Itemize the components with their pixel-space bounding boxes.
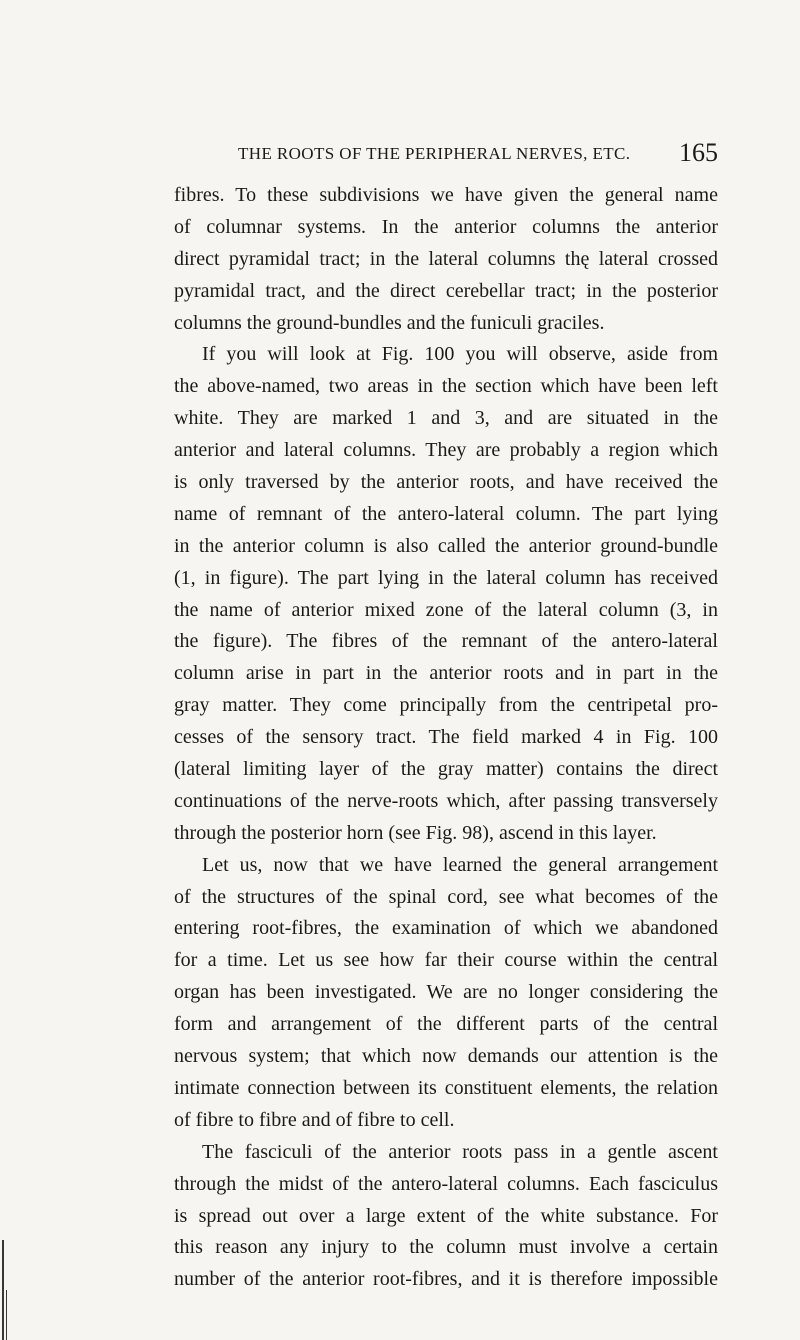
text-line: through the posterior horn (see Fig. 98), ascend in this layer.	[174, 821, 657, 844]
text-line: anterior and lateral columns. They are probably a region which	[174, 439, 718, 462]
text-line: is spread out over a large extent of the white substance. For	[174, 1204, 718, 1227]
text-line: pyramidal tract, and the direct cerebellar tract; in the posterior	[174, 279, 718, 302]
running-head	[238, 138, 718, 170]
text-line: nervous system; that which now demands our attention is the	[174, 1045, 718, 1068]
text-line: cesses of the sensory tract. The field marked 4 in Fig. 100	[174, 726, 718, 749]
text-line: organ has been investigated. We are no longer considering the	[174, 981, 718, 1004]
text-line: in the anterior column is also called the anterior ground-bundle	[174, 534, 718, 557]
text-line: continuations of the nerve-roots which, after passing transversely	[174, 789, 718, 812]
text-line: the figure). The fibres of the remnant of the antero-lateral	[174, 630, 718, 653]
text-line: the above-named, two areas in the section which have been left	[174, 375, 718, 398]
text-line: the name of anterior mixed zone of the lateral column (3, in	[174, 598, 718, 621]
page-edge-shadow	[6, 1290, 7, 1340]
text-line: columns the ground-bundles and the funiculi graciles.	[174, 311, 605, 334]
text-line: of columnar systems. In the anterior columns the anterior	[174, 215, 718, 238]
body-text	[174, 180, 718, 1296]
text-line: If you will look at Fig. 100 you will observe, aside from	[202, 343, 718, 366]
text-line: entering root-fibres, the examination of which we abandoned	[174, 917, 718, 940]
text-line: The fasciculi of the anterior roots pass in a gentle ascent	[202, 1140, 718, 1163]
text-line: (lateral limiting layer of the gray matter) contains the direct	[174, 758, 718, 781]
text-line: through the midst of the antero-lateral columns. Each fasciculus	[174, 1172, 718, 1195]
text-line: for a time. Let us see how far their course within the central	[174, 949, 718, 972]
running-title: THE ROOTS OF THE PERIPHERAL NERVES, ETC.	[238, 144, 631, 163]
text-line: white. They are marked 1 and 3, and are situated in the	[174, 407, 718, 430]
text-line: column arise in part in the anterior roots and in part in the	[174, 662, 718, 685]
text-line: gray matter. They come principally from the centripetal pro-	[174, 694, 718, 717]
text-line: intimate connection between its constituent elements, the relation	[174, 1076, 718, 1099]
text-line: (1, in figure). The part lying in the lateral column has received	[174, 566, 718, 589]
text-line: of fibre to fibre and of fibre to cell.	[174, 1108, 455, 1131]
text-line: direct pyramidal tract; in the lateral columns thę lateral crossed	[174, 247, 718, 270]
text-line: Let us, now that we have learned the general arrangement	[202, 853, 718, 876]
text-line: is only traversed by the anterior roots, and have received the	[174, 471, 718, 494]
page-number: 165	[679, 138, 718, 167]
text-line: form and arrangement of the different parts of the central	[174, 1013, 718, 1036]
text-line: fibres. To these subdivisions we have given the general name	[174, 184, 718, 206]
text-line: number of the anterior root-fibres, and it is therefore impossible	[174, 1268, 718, 1291]
text-line: name of remnant of the antero-lateral column. The part lying	[174, 502, 718, 525]
text-line: this reason any injury to the column must involve a certain	[174, 1236, 718, 1259]
page-edge-shadow	[2, 1240, 4, 1340]
text-line: of the structures of the spinal cord, see what becomes of the	[174, 885, 718, 908]
